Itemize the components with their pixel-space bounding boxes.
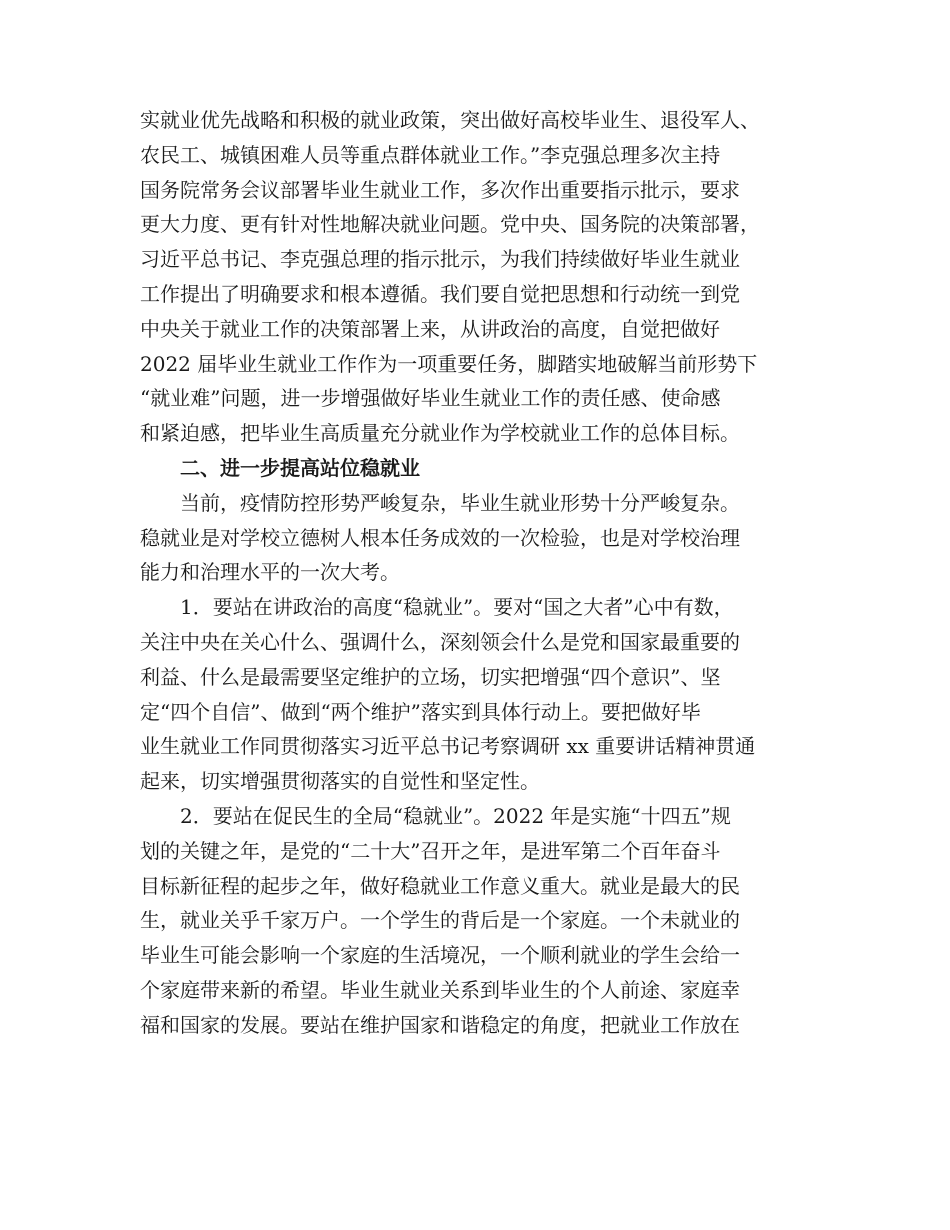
text-line: 个家庭带来新的希望。毕业生就业关系到毕业生的个人前途、家庭幸 — [140, 977, 740, 1002]
text-line: 生，就业关乎千家万户。一个学生的背后是一个家庭。一个未就业的 — [140, 908, 740, 933]
text-line: 习近平总书记、李克强总理的指示批示，为我们持续做好毕业生就业 — [140, 247, 740, 272]
text-line: 当前，疫情防控形势严峻复杂，毕业生就业形势十分严峻复杂。 — [180, 490, 740, 515]
text-line: 和紧迫感，把毕业生高质量充分就业作为学校就业工作的总体目标。 — [140, 421, 740, 446]
text-line: 1．要站在讲政治的高度“稳就业”。要对“国之大者”心中有数， — [180, 595, 734, 620]
text-line: 能力和治理水平的一次大考。 — [140, 560, 400, 585]
text-line: 业生就业工作同贯彻落实习近平总书记考察调研 xx 重要讲话精神贯通 — [140, 734, 756, 759]
text-line: 利益、什么是最需要坚定维护的立场，切实把增强“四个意识”、坚 — [140, 664, 721, 689]
text-line: 定“四个自信”、做到“两个维护”落实到具体行动上。要把做好毕 — [140, 699, 701, 724]
text-line: 2．要站在促民生的全局“稳就业”。2022 年是实施“十四五”规 — [180, 803, 731, 828]
text-line: 毕业生可能会影响一个家庭的生活境况，一个顺利就业的学生会给一 — [140, 943, 740, 968]
text-line: 农民工、城镇困难人员等重点群体就业工作。”李克强总理多次主持 — [140, 142, 721, 167]
text-line: 关注中央在关心什么、强调什么，深刻领会什么是党和国家最重要的 — [140, 629, 740, 654]
text-line: 国务院常务会议部署毕业生就业工作，多次作出重要指示批示，要求 — [140, 177, 740, 202]
text-line: 2022 届毕业生就业工作作为一项重要任务，脚踏实地破解当前形势下 — [140, 351, 758, 376]
text-line: 目标新征程的起步之年，做好稳就业工作意义重大。就业是最大的民 — [140, 873, 740, 898]
document-body — [140, 103, 830, 1043]
text-line: 稳就业是对学校立德树人根本任务成效的一次检验，也是对学校治理 — [140, 525, 740, 550]
text-line: 工作提出了明确要求和根本遵循。我们要自觉把思想和行动统一到党 — [140, 281, 740, 306]
text-line: 更大力度、更有针对性地解决就业问题。党中央、国务院的决策部署， — [140, 212, 760, 237]
text-line: 划的关键之年，是党的“二十大”召开之年，是进军第二个百年奋斗 — [140, 838, 721, 863]
text-line: 中央关于就业工作的决策部署上来，从讲政治的高度，自觉把做好 — [140, 316, 720, 341]
text-line: 福和国家的发展。要站在维护国家和谐稳定的角度，把就业工作放在 — [140, 1012, 740, 1037]
text-line: 起来，切实增强贯彻落实的自觉性和坚定性。 — [140, 769, 540, 794]
section-heading: 二、进一步提高站位稳就业 — [180, 455, 420, 480]
text-line: 实就业优先战略和积极的就业政策，突出做好高校毕业生、退役军人、 — [140, 108, 760, 132]
text-line: “就业难”问题，进一步增强做好毕业生就业工作的责任感、使命感 — [140, 386, 721, 411]
